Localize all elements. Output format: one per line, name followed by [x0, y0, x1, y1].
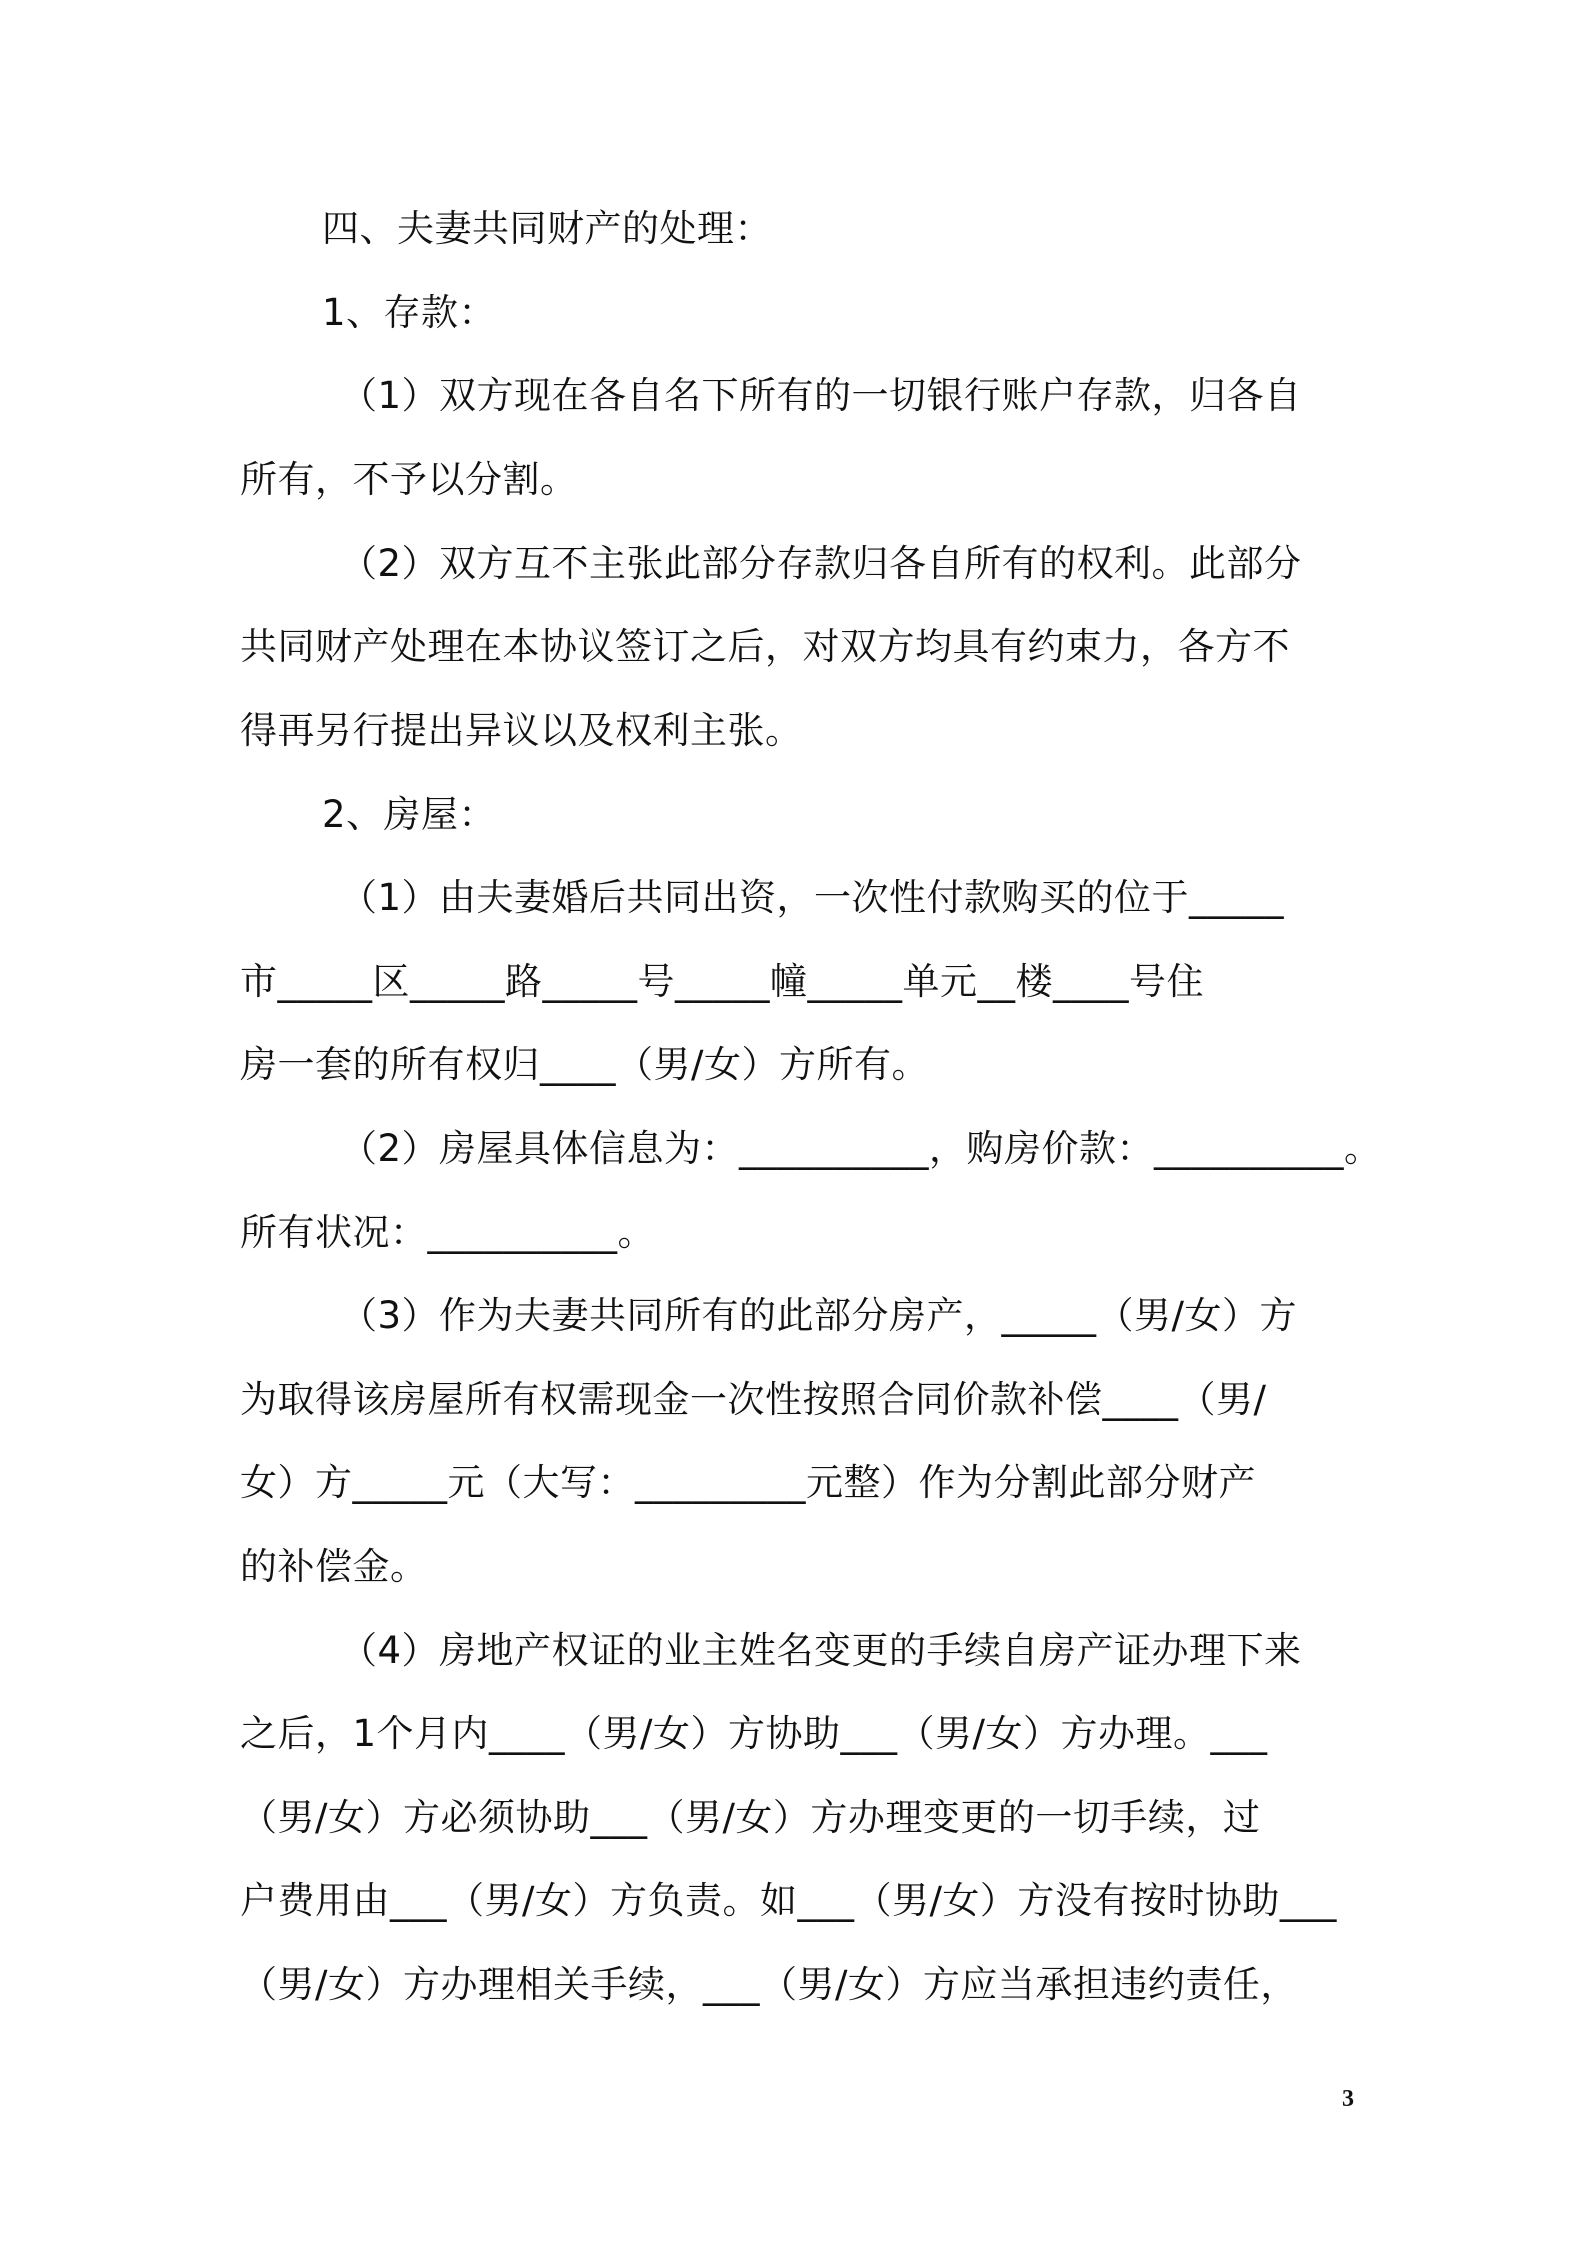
subsection-heading-deposits: 1、存款： — [322, 291, 497, 334]
paragraph-line: 所有状况：__________。 — [240, 1211, 655, 1254]
paragraph-line: 市_____区_____路_____号_____幢_____单元__楼____号住 — [240, 960, 1204, 1003]
paragraph-line: （男/女）方必须协助___（男/女）方办理变更的一切手续，过 — [240, 1796, 1261, 1839]
section-heading: 四、夫妻共同财产的处理： — [322, 207, 772, 250]
paragraph-line: （1）由夫妻婚后共同出资，一次性付款购买的位于_____ — [340, 876, 1285, 919]
page-number: 3 — [1342, 2086, 1354, 2112]
paragraph-line: 房一套的所有权归____（男/女）方所有。 — [240, 1043, 929, 1086]
paragraph-line: 所有，不予以分割。 — [240, 458, 578, 501]
paragraph-line: 之后，1个月内____（男/女）方协助___（男/女）方办理。___ — [240, 1712, 1268, 1755]
paragraph-line: （4）房地产权证的业主姓名变更的手续自房产证办理下来 — [340, 1629, 1302, 1672]
paragraph-line: 的补偿金。 — [240, 1545, 428, 1588]
paragraph-line: 户费用由___（男/女）方负责。如___（男/女）方没有按时协助___ — [240, 1879, 1337, 1922]
paragraph-line: （3）作为夫妻共同所有的此部分房产，_____（男/女）方 — [340, 1294, 1298, 1337]
paragraph-line: （2）房屋具体信息为：__________，购房价款：__________。 — [340, 1127, 1382, 1170]
subsection-heading-house: 2、房屋： — [322, 793, 497, 836]
paragraph-line: （1）双方现在各自名下所有的一切银行账户存款，归各自 — [340, 374, 1302, 417]
paragraph-line: （2）双方互不主张此部分存款归各自所有的权利。此部分 — [340, 542, 1302, 585]
paragraph-line: （男/女）方办理相关手续，___（男/女）方应当承担违约责任， — [240, 1963, 1298, 2006]
paragraph-line: 为取得该房屋所有权需现金一次性按照合同价款补偿____（男/ — [240, 1378, 1267, 1421]
paragraph-line: 女）方_____元（大写：_________元整）作为分割此部分财产 — [240, 1461, 1256, 1504]
paragraph-line: 共同财产处理在本协议签订之后，对双方均具有约束力，各方不 — [240, 625, 1290, 668]
paragraph-line: 得再另行提出异议以及权利主张。 — [240, 709, 803, 752]
